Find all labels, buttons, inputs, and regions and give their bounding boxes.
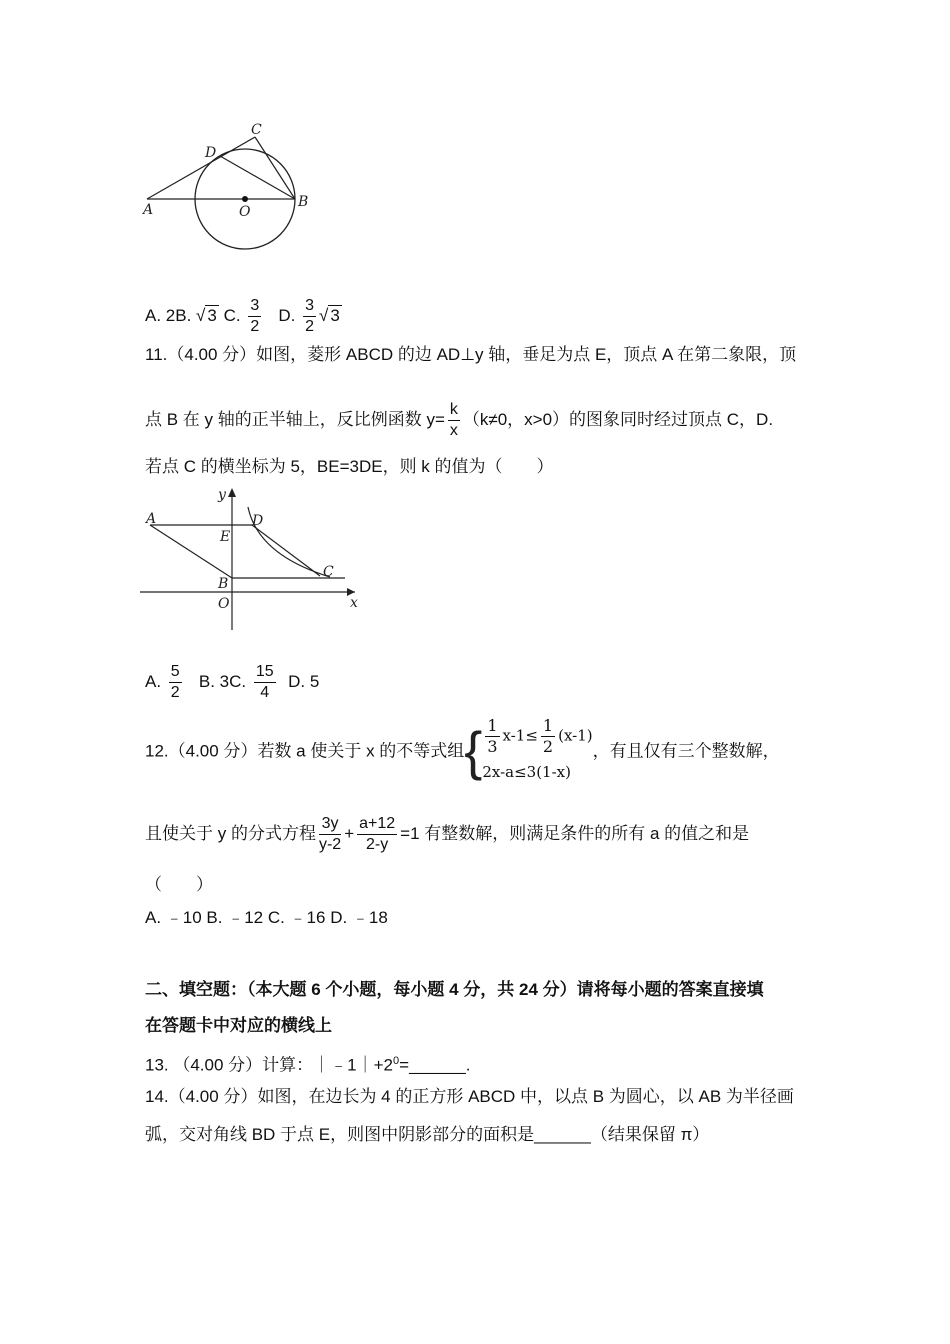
inequality-2: 2x-a≤3(1-x) <box>482 763 571 781</box>
line-cb <box>255 137 295 199</box>
label-e: E <box>220 529 231 545</box>
q11-options: A. $\frac{5}{2}$ B. 3C. $\frac{15}{4}$ D. 5 <box>145 663 320 701</box>
q12-options: A. ﹣10 B. ﹣12 C. ﹣16 D. ﹣18 <box>145 908 388 927</box>
figure-circle <box>135 115 325 255</box>
sqrt-3-d: √ 3 <box>319 305 340 325</box>
q11-line3: 若点 C 的横坐标为 5，BE=3DE，则 k 的值为（ ） <box>145 457 554 476</box>
label-a: A <box>143 202 154 218</box>
label-b: B <box>218 576 229 592</box>
q11-line2: 点 B 在 y 轴的正半轴上，反比例函数 y= $\frac{k}{x}$ （k≠0，x>0）的图象同时经过顶点 C，D. <box>145 401 774 439</box>
fraction-a12: $\frac{a+12}{2-y}$ <box>359 815 396 853</box>
q13: 13. （4.00 分）计算：$|﹣1|+2^0=\_\_\_\_\_\_$. <box>145 1055 471 1075</box>
option-d-label: D. <box>278 305 296 325</box>
section2-line2: 在答题卡中对应的横线上 <box>145 1016 332 1035</box>
line-db <box>220 156 295 199</box>
option-c-label: C. <box>223 305 241 325</box>
q12-paren: （ ） <box>145 875 213 894</box>
fraction-3y: $\frac{3y}{y-2}$ <box>318 815 342 853</box>
line-ac <box>147 137 255 199</box>
fraction-3-2-d: $\frac{3}{2}$ <box>305 297 315 335</box>
system-brace: { <box>464 721 483 782</box>
label-o: O <box>239 204 251 220</box>
sqrt-3: √ 3 <box>196 305 217 325</box>
fraction-3-2: $\frac{3}{2}$ <box>250 297 260 335</box>
label-b: B <box>298 194 309 210</box>
fraction-15-4: $\frac{15}{4}$ <box>255 663 274 701</box>
label-d: D <box>205 145 217 161</box>
q12-line2: 且使关于 y 的分式方程 $\frac{3y}{y-2}$ + $\frac{a+12}{2-y}$ =1 有整数解，则满足条件的所有 a 的值之和是 <box>145 815 750 853</box>
label-y: y <box>218 487 226 503</box>
label-d: D <box>252 513 264 529</box>
q14-line2: 弧，交对角线 BD 于点 E，则图中阴影部分的面积是______（结果保留 π） <box>145 1125 710 1144</box>
inequality-system <box>482 716 592 787</box>
q14-line1: 14.（4.00 分）如图，在边长为 4 的正方形 ABCD 中，以点 B 为圆心，以 AB 为半径画 <box>145 1087 794 1106</box>
figure-rhombus <box>140 485 370 635</box>
inequality-1: $\frac{1}{3}$ x-1≤ $\frac{1}{2}$ (x-1) <box>487 716 593 756</box>
q10-options <box>145 296 342 337</box>
label-c: C <box>323 564 334 580</box>
fraction-5-2: $\frac{5}{2}$ <box>170 663 180 701</box>
fraction-k-x: $\frac{k}{x}$ <box>449 401 458 439</box>
center-point <box>242 196 248 202</box>
section2-line1: 二、填空题：（本大题 6 个小题，每小题 4 分，共 24 分）请将每小题的答案直接填 <box>145 980 764 999</box>
label-a: A <box>146 511 157 527</box>
label-o: O <box>218 596 230 612</box>
side-dc <box>252 525 320 576</box>
label-c: C <box>251 122 262 138</box>
label-x: x <box>350 595 358 611</box>
option-a-b: A. 2B. <box>145 305 192 325</box>
q11-line1: 11.（4.00 分）如图，菱形 ABCD 的边 AD⊥y 轴，垂足为点 E，顶点 A 在第二象限，顶 <box>145 345 797 364</box>
q12-line1: 12.（4.00 分）若数 a 使关于 x 的不等式组{ $\frac{1}{3}$ x-1≤ $\frac{1}{2}$ (x-1) 2x-a≤3(1-x) ，有且仅有三个整数解， <box>145 716 780 782</box>
